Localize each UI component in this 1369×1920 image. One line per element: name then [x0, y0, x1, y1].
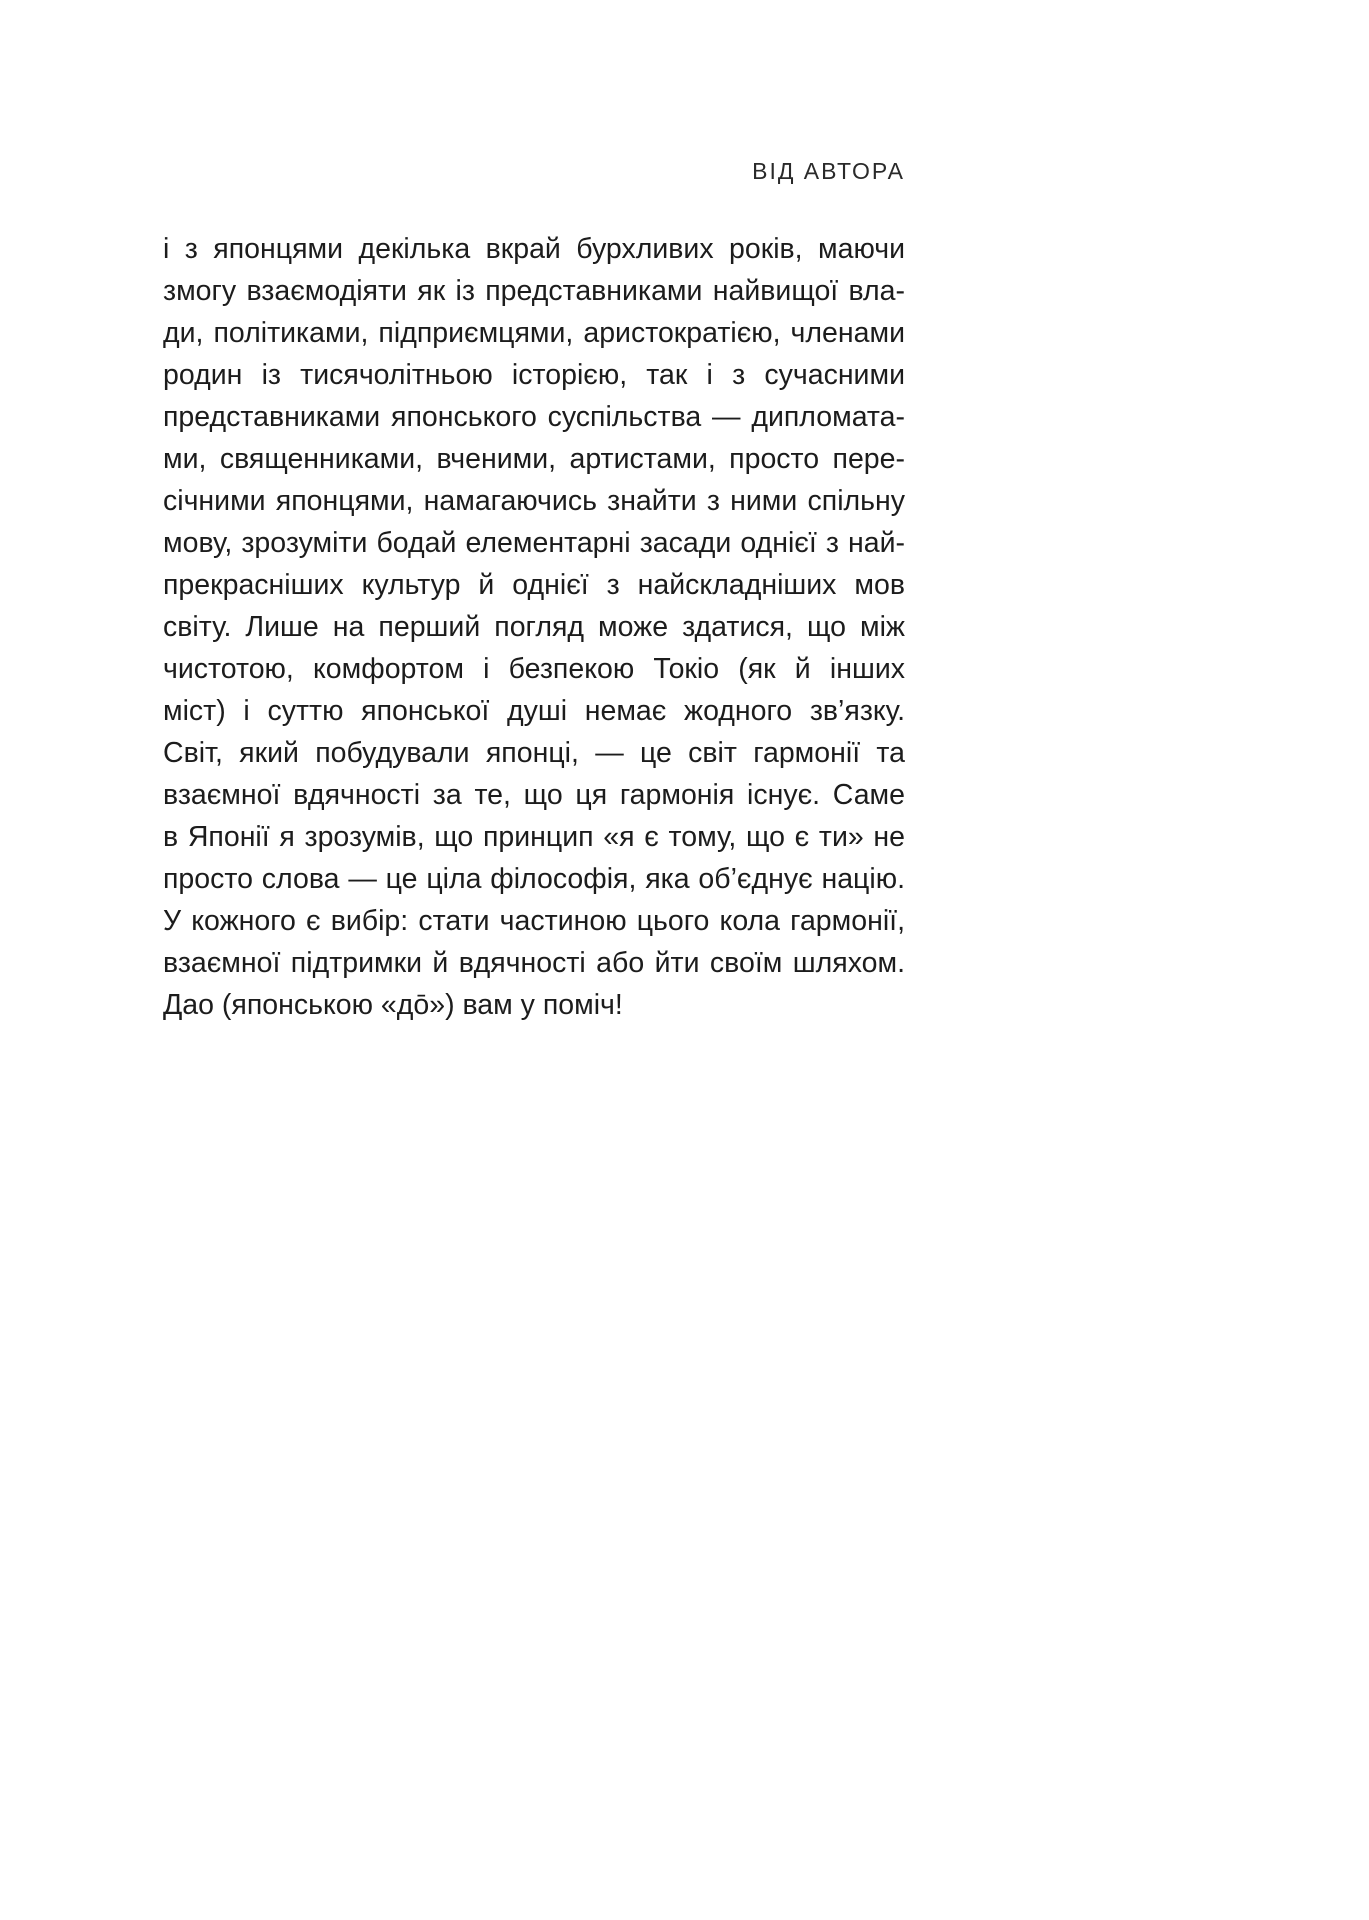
- text-line: Світ, який побудували японці, — це світ гармонії та: [163, 737, 905, 769]
- text-line: Дао (японською «дō») вам у поміч!: [163, 989, 623, 1021]
- text-line: світу. Лише на перший погляд може здатися, що між: [163, 611, 905, 643]
- text-line: міст) і суттю японської душі немає жодного зв’язку.: [163, 695, 905, 727]
- text-line: ди, політиками, підприємцями, аристократією, членами: [163, 317, 905, 349]
- body-text: [163, 228, 905, 1026]
- running-head: ВІД АВТОРА: [752, 158, 905, 184]
- text-line: ми, священниками, вченими, артистами, просто пере-: [163, 443, 905, 475]
- text-line: просто слова — це ціла філософія, яка об’єднує націю.: [163, 863, 905, 895]
- text-line: родин із тисячолітньою історією, так і з сучасними: [163, 359, 905, 391]
- text-line: взаємної підтримки й вдячності або йти своїм шляхом.: [163, 947, 905, 979]
- text-line: У кожного є вибір: стати частиною цього кола гармонії,: [163, 905, 905, 937]
- text-line: взаємної вдячності за те, що ця гармонія існує. Саме: [163, 779, 905, 811]
- text-line: представниками японського суспільства — дипломата-: [163, 401, 905, 433]
- text-line: чистотою, комфортом і безпекою Токіо (як й інших: [163, 653, 905, 685]
- text-line: прекрасніших культур й однієї з найскладніших мов: [163, 569, 905, 601]
- text-line: мову, зрозуміти бодай елементарні засади однієї з най-: [163, 527, 905, 559]
- text-line: змогу взаємодіяти як із представниками найвищої вла-: [163, 275, 905, 307]
- text-line: в Японії я зрозумів, що принцип «я є тому, що є ти» не: [163, 821, 905, 853]
- text-line: і з японцями декілька вкрай бурхливих років, маючи: [163, 233, 905, 265]
- text-line: січними японцями, намагаючись знайти з ними спільну: [163, 485, 905, 517]
